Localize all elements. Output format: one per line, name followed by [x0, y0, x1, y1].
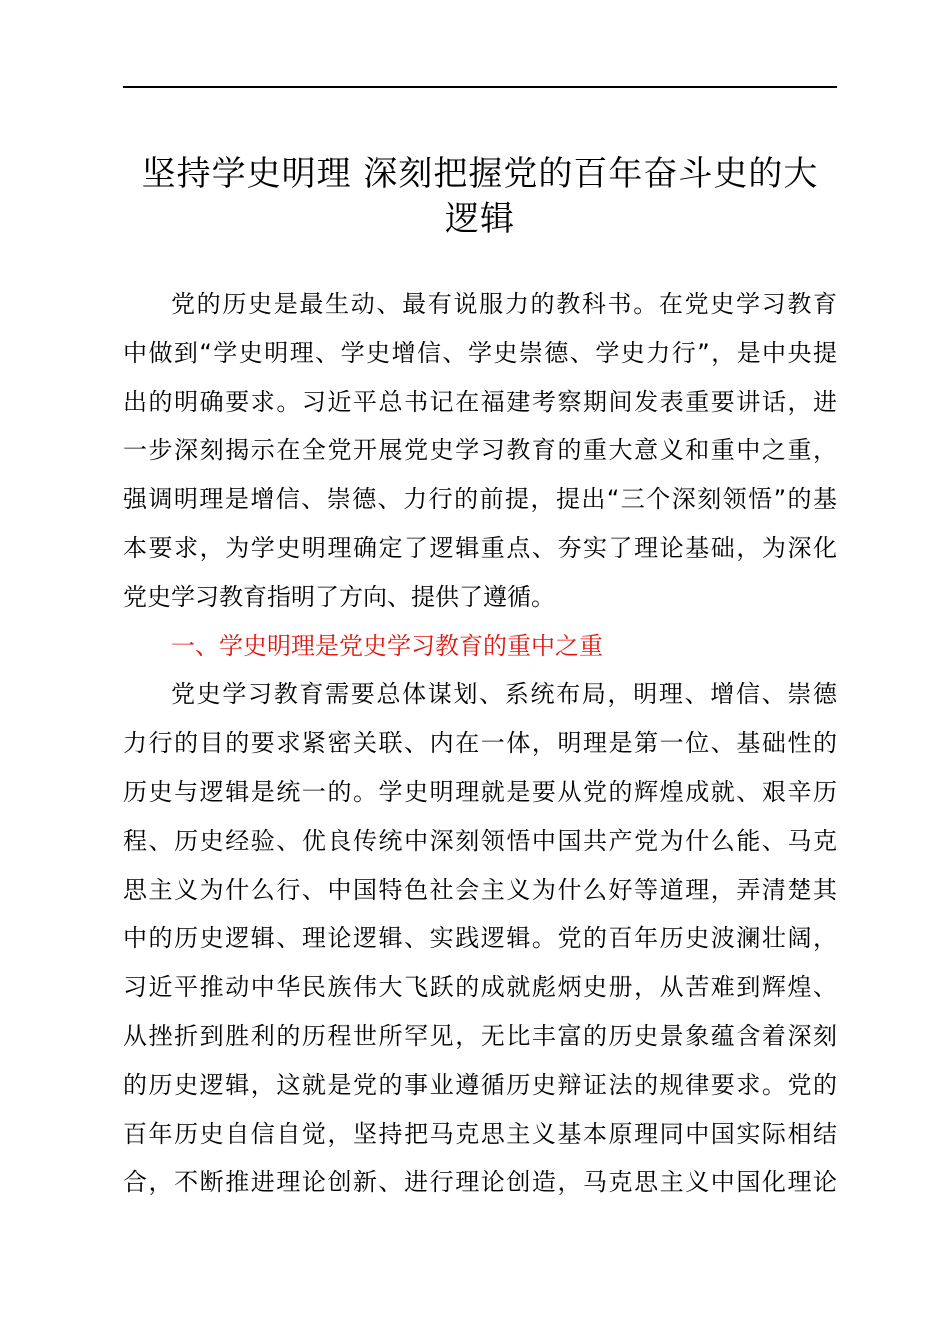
text-line: 程、历史经验、优良传统中深刻领悟中国共产党为什么能、马克	[123, 826, 837, 855]
text-line: 中的历史逻辑、理论逻辑、实践逻辑。党的百年历史波澜壮阔，	[123, 924, 837, 953]
document-body	[123, 280, 837, 1207]
text-line: 历史与逻辑是统一的。学史明理就是要从党的辉煌成就、艰辛历	[123, 777, 837, 806]
text-line: 合，不断推进理论创新、进行理论创造，马克思主义中国化理论	[123, 1168, 837, 1197]
text-line: 力行的目的要求紧密关联、内在一体，明理是第一位、基础性的	[123, 729, 837, 758]
text-line: 党的历史是最生动、最有说服力的教科书。在党史学习教育	[171, 290, 837, 318]
title-line: 逻辑	[445, 199, 515, 239]
text-line: 从挫折到胜利的历程世所罕见，无比丰富的历史景象蕴含着深刻	[123, 1021, 837, 1050]
title-line: 坚持学史明理 深刻把握党的百年奋斗史的大	[141, 154, 819, 194]
text-line: 强调明理是增信、崇德、力行的前提，提出“三个深刻领悟”的基	[123, 485, 837, 514]
paragraph-1	[123, 280, 837, 622]
text-line: 一步深刻揭示在全党开展党史学习教育的重大意义和重中之重，	[123, 436, 837, 465]
text-line: 本要求，为学史明理确定了逻辑重点、夯实了理论基础，为深化	[123, 533, 837, 562]
text-line: 思主义为什么行、中国特色社会主义为什么好等道理，弄清楚其	[123, 875, 837, 904]
paragraph-2	[123, 670, 837, 1207]
text-line: 的历史逻辑，这就是党的事业遵循历史辩证法的规律要求。党的	[123, 1070, 837, 1099]
text-line: 百年历史自信自觉，坚持把马克思主义基本原理同中国实际相结	[123, 1119, 837, 1148]
document-title	[110, 152, 850, 242]
section-heading: 一、学史明理是党史学习教育的重中之重	[171, 631, 603, 660]
text-line: 党史学习教育需要总体谋划、系统布局，明理、增信、崇德	[171, 680, 837, 709]
text-line: 习近平推动中华民族伟大飞跃的成就彪炳史册，从苦难到辉煌、	[123, 973, 837, 1002]
header-rule	[123, 86, 837, 88]
text-line: 中做到“学史明理、学史增信、学史崇德、学史力行”，是中央提	[123, 338, 837, 367]
text-line: 党史学习教育指明了方向、提供了遵循。	[123, 582, 555, 611]
text-line: 出的明确要求。习近平总书记在福建考察期间发表重要讲话，进	[123, 387, 837, 416]
